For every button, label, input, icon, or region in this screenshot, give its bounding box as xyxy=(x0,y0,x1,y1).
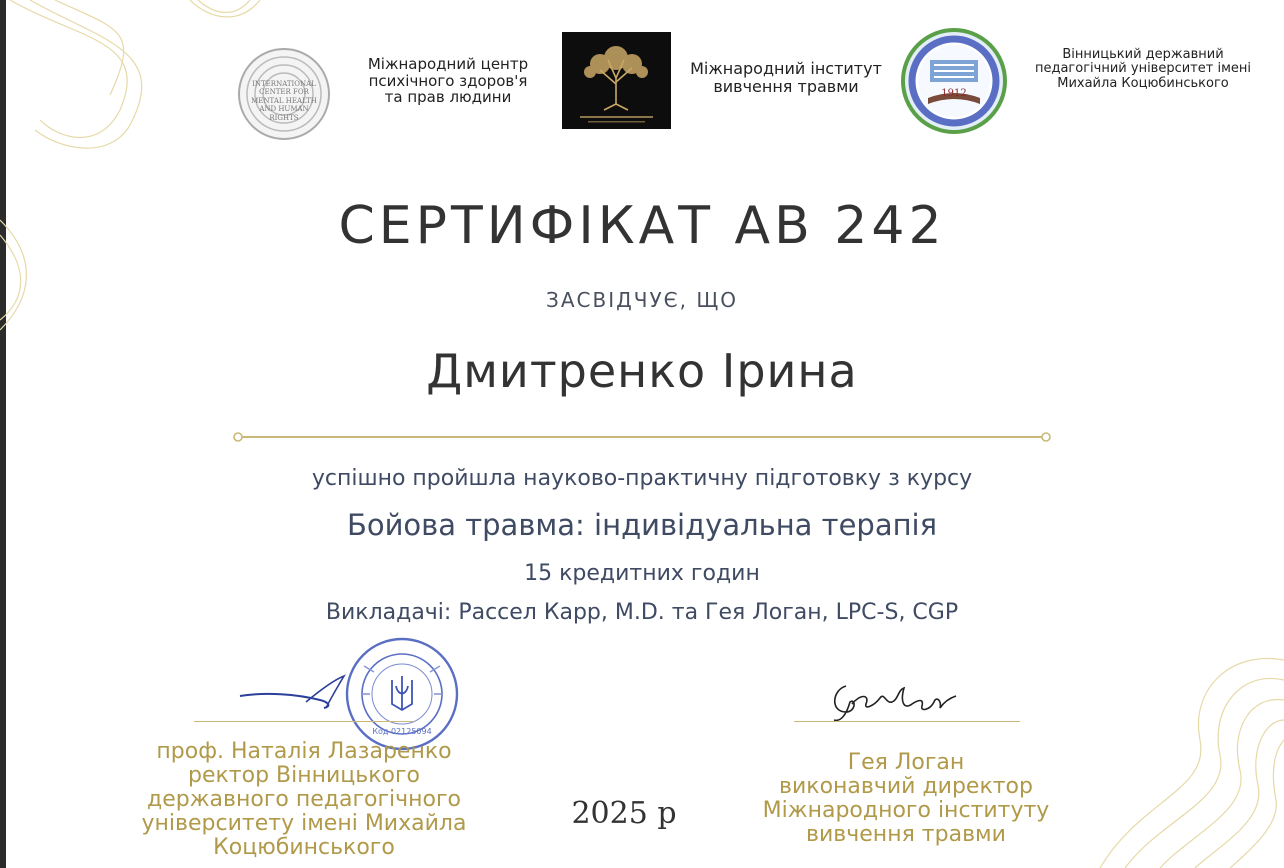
icmhhr-name-line: психічного здоров'я xyxy=(368,71,528,90)
right-signature-line xyxy=(794,721,1020,722)
iits-name xyxy=(680,60,892,95)
certificate-subtitle: ЗАСВІДЧУЄ, ЩО xyxy=(546,288,738,312)
left-signatory-line: університету імені Михайла xyxy=(141,811,467,836)
left-signature-line xyxy=(194,721,414,722)
stamp-code: Код 02125094 xyxy=(372,727,432,736)
iits-name-line: вивчення травми xyxy=(713,76,859,96)
left-signatory-line: Коцюбинського xyxy=(213,835,395,860)
course-name: Бойова травма: індивідуальна терапія xyxy=(346,508,938,542)
right-signatory-line: Гея Логан xyxy=(847,750,965,775)
university-emblem xyxy=(900,28,1008,134)
icmhhr-name-line: та прав людини xyxy=(384,88,512,106)
recipient-name: Дмитренко Ірина xyxy=(426,344,858,398)
right-signatory-line: виконавчий директор xyxy=(779,774,1033,799)
left-signatory-line: проф. Наталія Лазаренко xyxy=(156,739,452,764)
left-signatory-line: державного педагогічного xyxy=(147,787,461,812)
credit-hours: 15 кредитних годин xyxy=(524,561,760,586)
university-name-line: Вінницький державний xyxy=(1062,47,1224,62)
certificate-year: 2025 р xyxy=(571,796,677,831)
instructors: Викладачі: Рассел Карр, M.D. та Гея Логан, LPC-S, CGP xyxy=(325,600,959,625)
university-name xyxy=(1020,48,1266,91)
header-logos xyxy=(0,28,1284,138)
icmhhr-name-line: Міжнародний центр xyxy=(367,55,529,73)
right-signatory-line: вивчення травми xyxy=(806,822,1006,847)
university-name-line: Михайла Коцюбинського xyxy=(1057,75,1229,91)
university-emblem-year: 1912 xyxy=(941,88,967,99)
gold-divider xyxy=(232,430,1052,444)
decorative-wave-top-edge xyxy=(190,0,270,30)
university-stamp xyxy=(344,636,460,752)
completion-text: успішно пройшла науково-практичну підготовку з курсу xyxy=(311,466,973,491)
icmhhr-name xyxy=(350,56,546,106)
right-signatory xyxy=(740,751,1072,847)
iits-name-line: Міжнародний інститут xyxy=(690,59,882,78)
left-signatory-line: ректор Вінницького xyxy=(188,763,420,788)
university-name-line: педагогічний університет імені xyxy=(1034,61,1251,77)
decorative-wave-bottom-right xyxy=(1080,650,1284,868)
left-signatory xyxy=(110,740,498,860)
right-signature xyxy=(826,676,966,724)
left-signature xyxy=(236,672,356,716)
iits-tree-logo xyxy=(562,32,671,129)
icmhhr-seal-text: INTERNATIONAL CENTER FOR MENTAL HEALTH AND HUMAN RIGHTS xyxy=(251,80,317,122)
certificate-title: СЕРТИФІКАТ АВ 242 xyxy=(338,196,946,256)
right-signatory-line: Міжнародного інституту xyxy=(762,798,1050,823)
